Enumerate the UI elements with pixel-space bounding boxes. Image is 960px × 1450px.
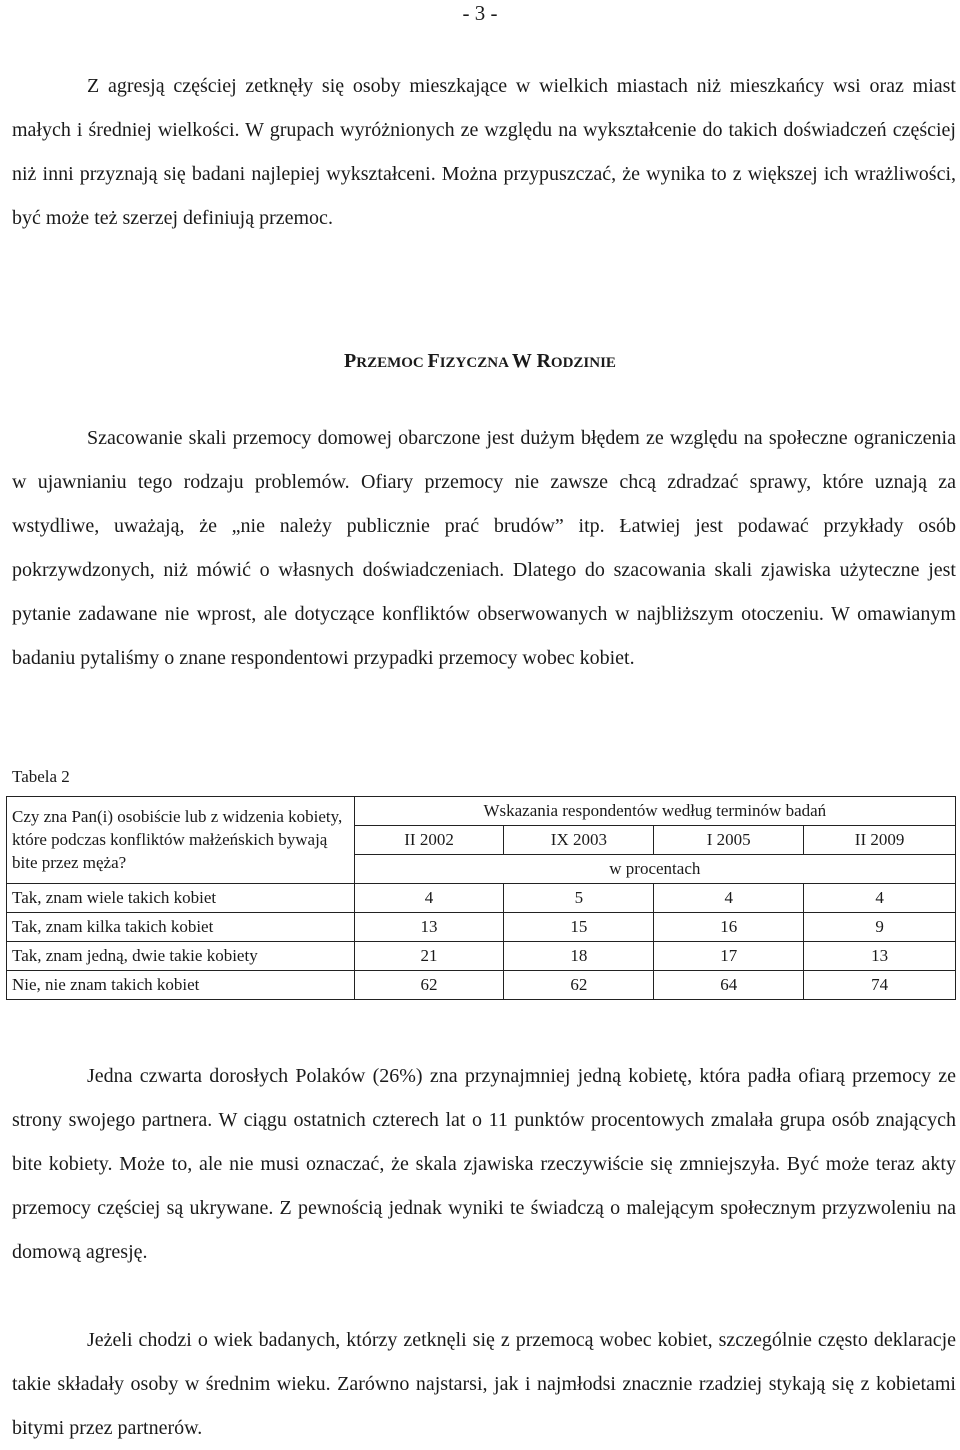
table-column-header: IX 2003 <box>504 826 654 855</box>
table-cell: 16 <box>654 913 804 942</box>
table-cell: 15 <box>504 913 654 942</box>
section-heading <box>0 348 960 376</box>
table-column-header: I 2005 <box>654 826 804 855</box>
table-header-row-1 <box>7 797 956 826</box>
table-cell: 4 <box>354 884 504 913</box>
table-cell: 13 <box>804 942 956 971</box>
table-cell: 5 <box>504 884 654 913</box>
heading-p-cap: P <box>344 350 357 372</box>
page-number: - 3 - <box>462 1 498 25</box>
table-row <box>7 913 956 942</box>
table-caption: Tabela 2 <box>12 767 70 786</box>
table-cell: 9 <box>804 913 956 942</box>
table-row <box>7 942 956 971</box>
table-cell: 4 <box>804 884 956 913</box>
table-column-header: II 2002 <box>354 826 504 855</box>
heading-f-cap: F <box>427 350 440 372</box>
table-row <box>7 884 956 913</box>
table-cell: 74 <box>804 971 956 1000</box>
table-cell: 13 <box>354 913 504 942</box>
heading-p-rest: RZEMOC <box>356 355 428 371</box>
table-unit: w procentach <box>354 855 955 884</box>
table-row <box>7 971 956 1000</box>
table-cell: 62 <box>504 971 654 1000</box>
paragraph-intro: Z agresją częściej zetknęły się osoby mieszkające w wielkich miastach niż mieszkańcy wsi oraz miast małych i średniej wielkości. W grupach wyróżnionych ze względu na wykształcenie do takich doświadczeń częściej niż inni przyznają się badani najlepiej wykształceni. Można przypuszczać, że wynika to z większej ich wrażliwości, być może też szerzej definiują przemoc. <box>12 75 956 229</box>
paragraph-estimation: Szacowanie skali przemocy domowej obarczone jest dużym błędem ze względu na społeczne ograniczenia w ujawnianiu tego rodzaju problemów. Ofiary przemocy nie zawsze chcą zdradzać sprawy, które uznają za wstydliwe, uważają, że „nie należy publicznie prać brudów” itp. Łatwiej jest podawać przykłady osób pokrzywdzonych, niż mówić o własnych doświadczeniach. Dlatego do szacowania skali zjawiska użyteczne jest pytanie zadawane nie wprost, ale dotyczące konfliktów obserwowanych w najbliższym otoczeniu. W omawianym badaniu pytaliśmy o znane respondentowi przypadki przemocy wobec kobiet. <box>12 427 956 669</box>
table-cell: 17 <box>654 942 804 971</box>
data-table <box>6 796 956 1000</box>
table-row-label: Nie, nie znam takich kobiet <box>7 971 355 1000</box>
table-cell: 21 <box>354 942 504 971</box>
table-cell: 4 <box>654 884 804 913</box>
table-cell: 18 <box>504 942 654 971</box>
paragraph-age: Jeżeli chodzi o wiek badanych, którzy zetknęli się z przemocą wobec kobiet, szczególnie często deklaracje takie składały osoby w średnim wieku. Zarówno najstarsi, jak i najmłodsi znacznie rzadziej stykają się z kobietami bitymi przez partnerów. <box>12 1329 956 1439</box>
table-column-header: II 2009 <box>804 826 956 855</box>
heading-r-cap: R <box>536 350 551 372</box>
table-question: Czy zna Pan(i) osobiście lub z widzenia kobiety, które podczas konfliktów małżeńskich bywają bite przez męża? <box>7 797 355 884</box>
table-cell: 64 <box>654 971 804 1000</box>
table-group-header: Wskazania respondentów według terminów badań <box>354 797 955 826</box>
heading-w-cap: W <box>511 350 537 372</box>
table-row-label: Tak, znam jedną, dwie takie kobiety <box>7 942 355 971</box>
paragraph-findings: Jedna czwarta dorosłych Polaków (26%) zna przynajmniej jedną kobietę, która padła ofiarą przemocy ze strony swojego partnera. W ciągu ostatnich czterech lat o 11 punktów procentowych zmalała grupa osób znających bite kobiety. Może to, ale nie musi oznaczać, że skala zjawiska rzeczywiście się zmniejszyła. Być może teraz akty przemocy częściej są ukrywane. Z pewnością jednak wyniki te świadczą o malejącym społecznym przyzwoleniu na domową agresję. <box>12 1065 956 1263</box>
heading-r-rest: ODZINIE <box>550 355 616 371</box>
table-row-label: Tak, znam kilka takich kobiet <box>7 913 355 942</box>
table-cell: 62 <box>354 971 504 1000</box>
table-row-label: Tak, znam wiele takich kobiet <box>7 884 355 913</box>
heading-f-rest: IZYCZNA <box>439 355 512 371</box>
